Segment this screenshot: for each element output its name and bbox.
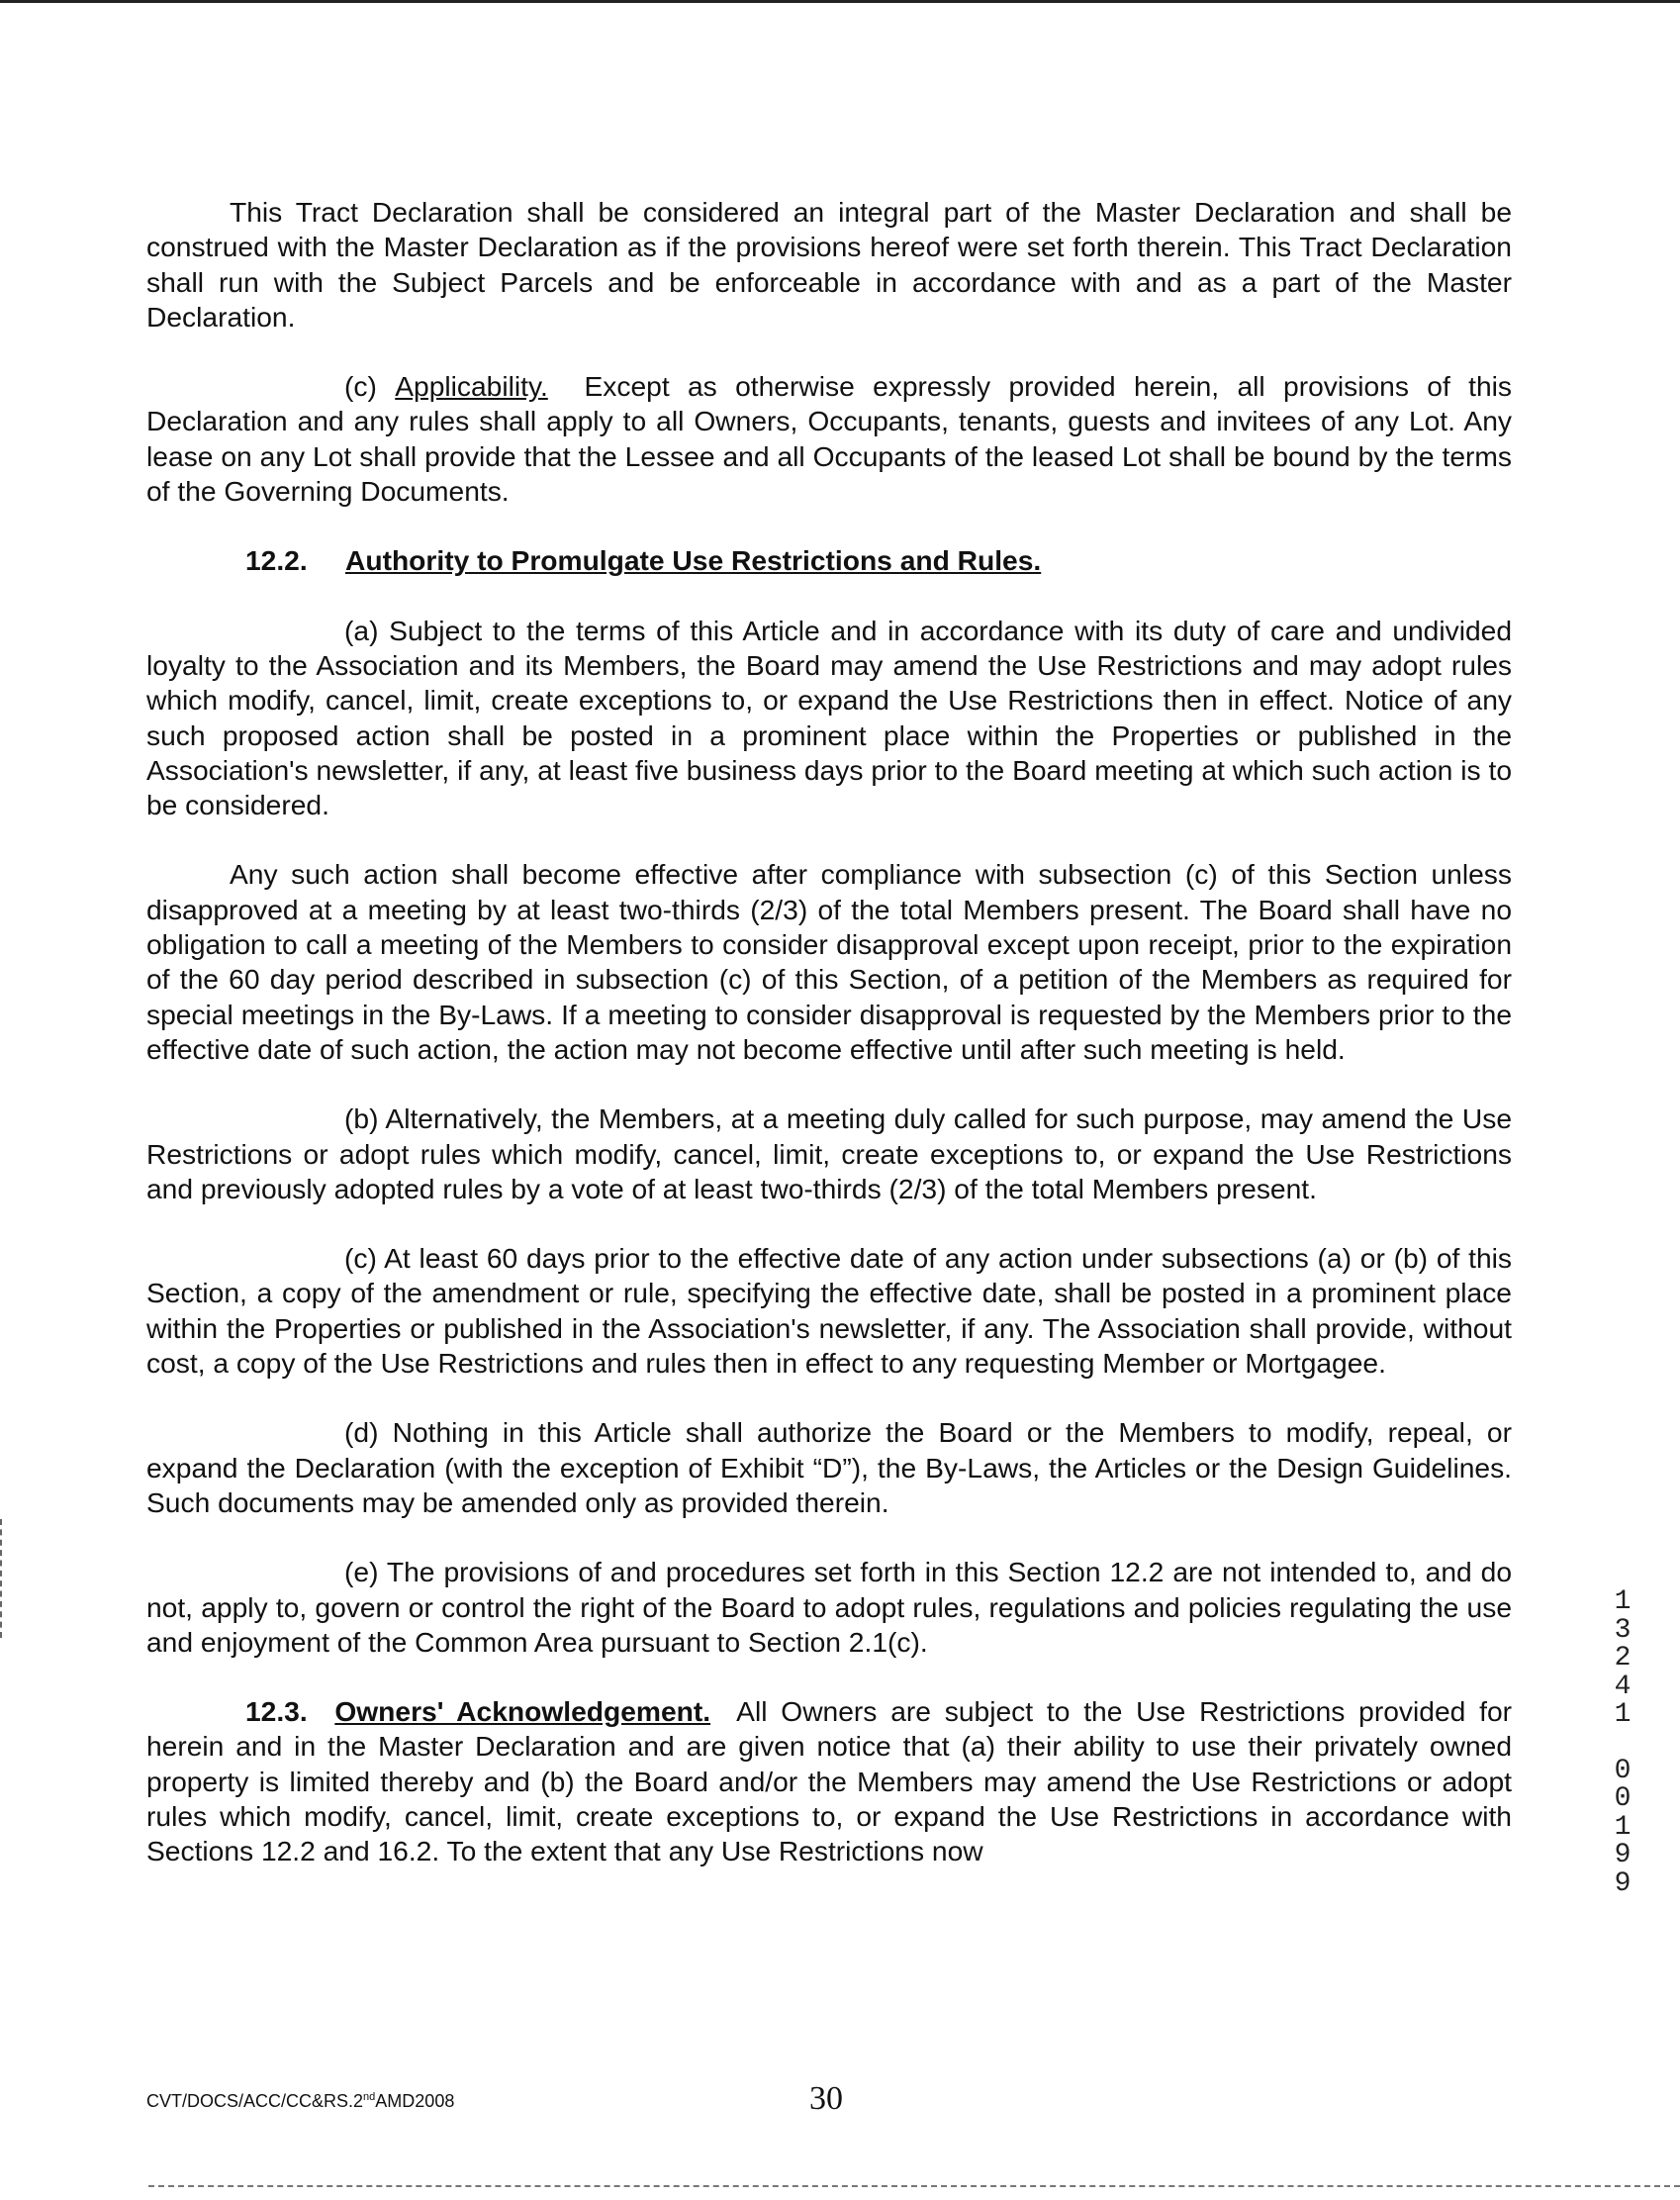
stamp-digit: 9 [1614, 1840, 1632, 1870]
applicability-title: Applicability. [395, 370, 548, 403]
stamp-digit: 1 [1614, 1811, 1632, 1843]
stamp-digit: 0 [1614, 1755, 1632, 1786]
section-12-2-a: (a) Subject to the terms of this Article and in accordance with its duty of care and undivided loyalty to the Association and its Members, the Board may amend the Use Restrictions and may adopt rules which modify, cancel, limit, create exceptions to, or expand the Use Restrictions then in effect. Notice of any such proposed action shall be posted in a prominent place within the Properties or published in the Association's newsletter, if any, at least five business days prior to the Board meeting at which such action is to be considered. [146, 614, 1512, 821]
document-code-sup: nd [363, 2091, 376, 2103]
stamp-digit: 1 [1614, 1699, 1632, 1730]
intro-paragraph: This Tract Declaration shall be considered an integral part of the Master Declaration and shall be construed with the Master Declaration as if the provisions hereof were set forth therein. This Tract Declaration shall run with the Subject Parcels and be enforceable in accordance with and as a part of the Master Declaration. [146, 196, 1512, 333]
section-12-2-title: Authority to Promulgate Use Restrictions and Rules. [345, 544, 1042, 577]
section-12-2-any-such: Any such action shall become effective after compliance with subsection (c) of this Section unless disapproved at a meeting by at least two-thirds (2/3) of the total Members present. The Board shall have no obligation to call a meeting of the Members to consider disapproval except upon receipt, prior to the expiration of the 60 day period described in subsection (c) of this Section, of a petition of the Members as required for special meetings in the By-Laws. If a meeting to consider disapproval is requested by the Members prior to the effective date of such action, the action may not become effective until after such meeting is held. [146, 858, 1512, 1065]
stamp-digit: 2 [1614, 1643, 1632, 1674]
applicability-text: Except as otherwise expressly provided herein, all provisions of this Declaration and any rules shall apply to all Owners, Occupants, tenants, guests and invitees of any Lot. Any lease on any Lot shall provide that the Lessee and all Occupants of the leased Lot shall be bound by the terms of the Governing Documents. [146, 370, 1512, 508]
section-12-3-number: 12.3. [245, 1695, 308, 1728]
document-page [146, 195, 1512, 1904]
top-border-line [0, 0, 1680, 3]
section-12-3-title: Owners' Acknowledgement. [334, 1695, 711, 1728]
document-code [146, 2091, 454, 2112]
stamp-digit: 1 [1614, 1586, 1632, 1617]
section-12-2-number: 12.2. [245, 544, 308, 577]
section-12-3 [146, 1694, 1512, 1868]
stamp-digit: 4 [1614, 1671, 1632, 1702]
applicability-paragraph [146, 369, 1512, 509]
left-margin-marks [0, 1519, 6, 1638]
page-number: 30 [809, 2080, 843, 2117]
section-12-2-heading [146, 543, 1512, 578]
section-12-3-text: All Owners are subject to the Use Restrictions provided for herein and in the Master Declaration and are given notice that (a) their ability to use their privately owned property is limited thereby and (b) the Board and/or the Members may amend the Use Restrictions or adopt rules which modify, cancel, limit, create exceptions to, or expand the Use Restrictions in accordance with Sections 12.2 and 16.2. To the extent that any Use Restrictions now [146, 1695, 1513, 1867]
applicability-label: (c) [344, 370, 377, 403]
section-12-2-b: (b) Alternatively, the Members, at a meeting duly called for such purpose, may amend the Use Restrictions or adopt rules which modify, cancel, limit, create exceptions to, or expand the Use Restrictions and previously adopted rules by a vote of at least two-thirds (2/3) of the total Members present. [146, 1102, 1512, 1204]
stamp-digit: 0 [1614, 1783, 1632, 1814]
section-12-2-e: (e) The provisions of and procedures set forth in this Section 12.2 are not intended to, and do not, apply to, govern or control the right of the Board to adopt rules, regulations and policies regulating the use and enjoyment of the Common Area pursuant to Section 2.1(c). [146, 1556, 1512, 1658]
stamp-digit: 3 [1614, 1614, 1632, 1646]
document-code-suffix: AMD2008 [375, 2091, 455, 2111]
recording-stamp [1605, 1588, 1640, 1898]
section-12-2-c: (c) At least 60 days prior to the effective date of any action under subsections (a) or (b) of this Section, a copy of the amendment or rule, specifying the effective date, shall be posted in a prominent place within the Properties or published in the Association's newsletter, if any. The Association shall provide, without cost, a copy of the Use Restrictions and rules then in effect to any requesting Member or Mortgagee. [146, 1242, 1512, 1380]
stamp-gap [1605, 1730, 1640, 1758]
section-12-2-d: (d) Nothing in this Article shall authorize the Board or the Members to modify, repeal, or expand the Declaration (with the exception of Exhibit “D”), the By-Laws, the Articles or the Design Guidelines. Such documents may be amended only as provided therein. [146, 1416, 1512, 1518]
stamp-digit: 9 [1614, 1867, 1632, 1899]
bottom-border-line [148, 2185, 1680, 2187]
document-code-prefix: CVT/DOCS/ACC/CC&RS.2 [146, 2091, 364, 2111]
